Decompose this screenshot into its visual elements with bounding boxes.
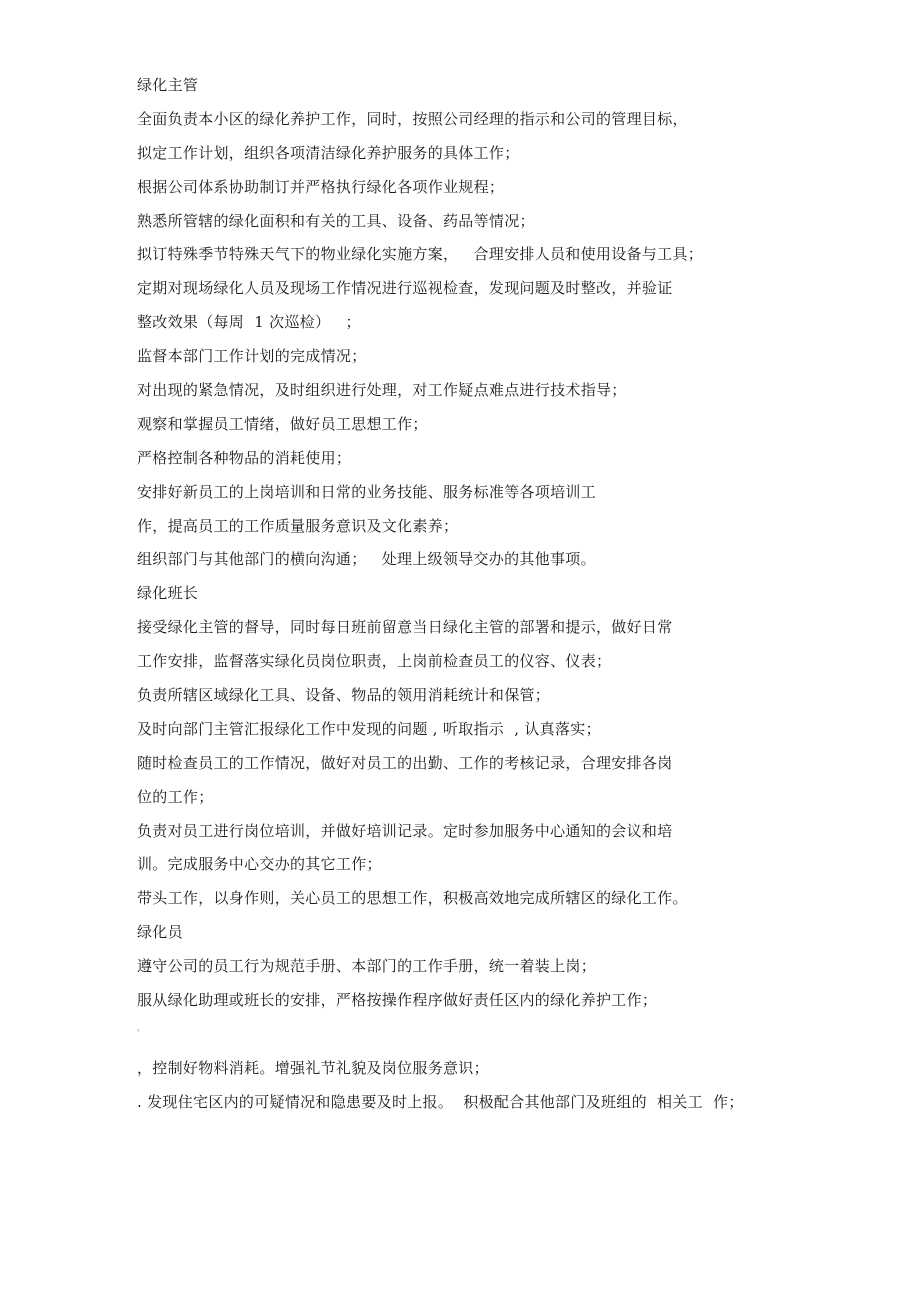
stray-mark: ' <box>137 1028 140 1039</box>
text-line: ，控制好物料消耗。增强礼节礼貌及岗位服务意识； <box>137 1058 489 1077</box>
text-line: 根据公司体系协助制订并严格执行绿化各项作业规程； <box>137 177 505 196</box>
document-body <box>137 72 797 1123</box>
text-line: 负责对员工进行岗位培训，并做好培训记录。定时参加服务中心通知的会议和培 <box>137 821 673 840</box>
section-heading-gardener: 绿化员 <box>137 923 183 942</box>
text-line: 全面负责本小区的绿化养护工作，同时，按照公司经理的指示和公司的管理目标， <box>137 109 688 128</box>
text-line: 整改效果（每周 1 次巡检） ； <box>137 313 361 332</box>
text-line: 拟定工作计划，组织各项清洁绿化养护服务的具体工作； <box>137 143 520 162</box>
text-line: 组织部门与其他部门的横向沟通； 处理上级领导交办的其他事项。 <box>137 550 596 569</box>
text-line: 工作安排，监督落实绿化员岗位职责，上岗前检查员工的仪容、仪表； <box>137 652 612 671</box>
text-line: 训。完成服务中心交办的其它工作； <box>137 855 382 874</box>
text-line: 拟订特殊季节特殊天气下的物业绿化实施方案， 合理安排人员和使用设备与工具； <box>137 245 704 264</box>
text-line: . 发现住宅区内的可疑情况和隐患要及时上报。 积极配合其他部门及班组的 相关工 作； <box>137 1092 744 1111</box>
text-line: 服从绿化助理或班长的安排，严格按操作程序做好责任区内的绿化养护工作； <box>137 991 658 1010</box>
text-line: 安排好新员工的上岗培训和日常的业务技能、服务标准等各项培训工 <box>137 482 597 501</box>
text-line: 遵守公司的员工行为规范手册、本部门的工作手册，统一着装上岗； <box>137 957 597 976</box>
text-line: 带头工作，以身作则，关心员工的思想工作，积极高效地完成所辖区的绿化工作。 <box>137 889 688 908</box>
text-line: 接受绿化主管的督导，同时每日班前留意当日绿化主管的部署和提示，做好日常 <box>137 618 673 637</box>
text-line: 熟悉所管辖的绿化面积和有关的工具、设备、药品等情况； <box>137 211 535 230</box>
text-line: 对出现的紧急情况，及时组织进行处理，对工作疑点难点进行技术指导； <box>137 381 627 400</box>
section-heading-team-leader: 绿化班长 <box>137 584 199 603</box>
text-line: 随时检查员工的工作情况，做好对员工的出勤、工作的考核记录，合理安排各岗 <box>137 753 673 772</box>
text-line: 观察和掌握员工情绪，做好员工思想工作； <box>137 414 428 433</box>
text-line: 位的工作； <box>137 787 214 806</box>
text-line: 定期对现场绿化人员及现场工作情况进行巡视检查，发现问题及时整改，并验证 <box>137 279 673 298</box>
text-line: 作，提高员工的工作质量服务意识及文化素养； <box>137 516 459 535</box>
section-heading-supervisor: 绿化主管 <box>137 76 199 94</box>
text-line: 负责所辖区域绿化工具、设备、物品的领用消耗统计和保管； <box>137 686 551 705</box>
text-line: 及时向部门主管汇报绿化工作中发现的问题 , 听取指示 , 认真落实； <box>137 719 601 738</box>
text-line: 严格控制各种物品的消耗使用； <box>137 448 352 467</box>
text-line: 监督本部门工作计划的完成情况； <box>137 347 367 366</box>
